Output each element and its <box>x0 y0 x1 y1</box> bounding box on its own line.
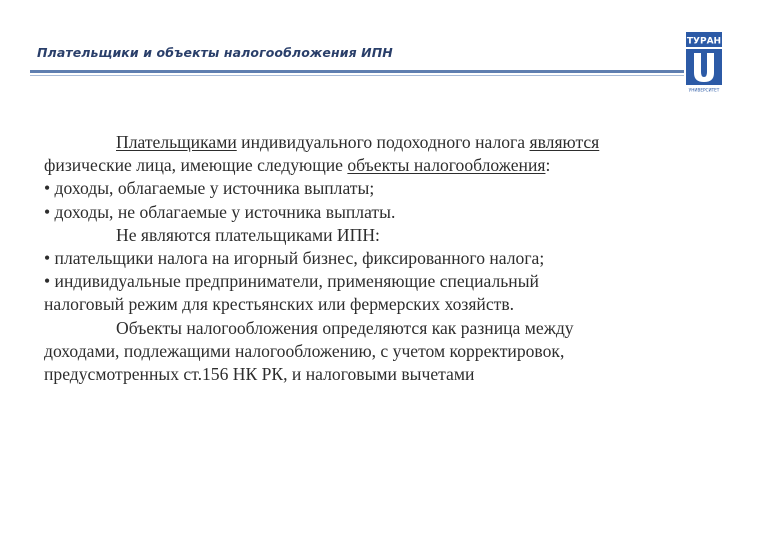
paragraph-payers-cont: физические лица, имеющие следующие объекты налогообложения: <box>44 155 551 176</box>
paragraph-payers: Плательщиками индивидуального подоходного налога являются <box>116 132 600 152</box>
paragraph-non-payers: Не являются плательщиками ИПН: <box>116 224 380 245</box>
paragraph-objects-cont: предусмотренных ст.156 НК РК, и налоговыми вычетами <box>44 364 475 385</box>
header-divider <box>30 70 686 73</box>
university-logo <box>684 30 724 94</box>
logo-text-top: ТУРАН <box>686 36 722 47</box>
bullet-item: • доходы, не облагаемые у источника выплаты. <box>44 201 396 222</box>
logo-text-bottom: УНИВЕРСИТЕТ <box>688 87 720 93</box>
bullet-item: • индивидуальные предприниматели, применяющие специальный <box>44 271 539 292</box>
paragraph-objects: Объекты налогообложения определяются как разница между <box>116 317 574 338</box>
bullet-item-cont: налоговый режим для крестьянских или фермерских хозяйств. <box>44 294 515 315</box>
term-objects: объекты налогообложения <box>347 155 546 176</box>
bullet-item: • доходы, облагаемые у источника выплаты; <box>44 178 375 199</box>
term-payers: Плательщиками <box>116 132 237 152</box>
page-title: Плательщики и объекты налогообложения ИПН <box>37 45 393 60</box>
bullet-item: • плательщики налога на игорный бизнес, фиксированного налога; <box>44 248 545 269</box>
header-divider-thin <box>30 75 686 76</box>
term-are: являются <box>529 132 600 152</box>
paragraph-objects-cont: доходами, подлежащими налогообложению, с учетом корректировок, <box>44 340 565 361</box>
body-text <box>44 131 714 386</box>
